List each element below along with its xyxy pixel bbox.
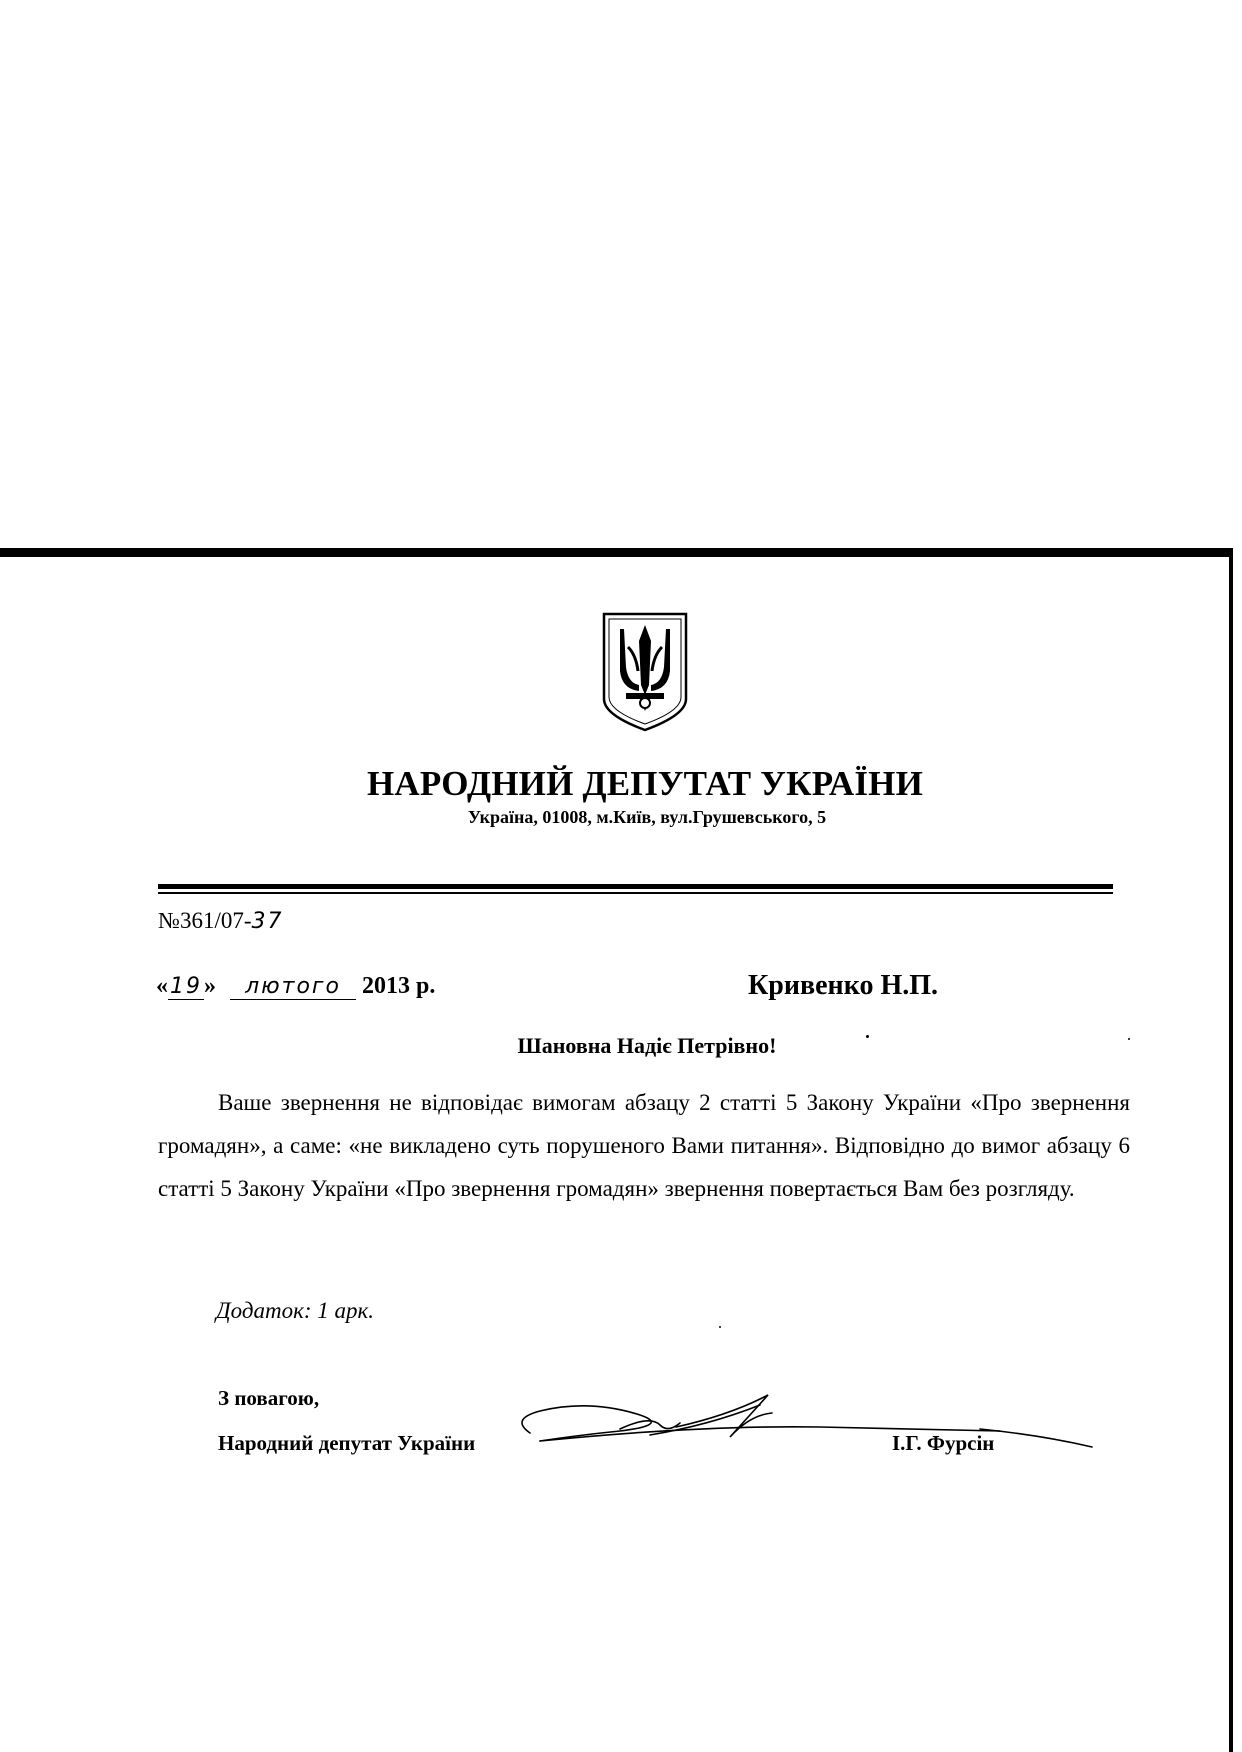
signer-name: І.Г. Фурсін [892, 1431, 995, 1455]
handwritten-signature-icon [500, 1385, 1100, 1465]
date-month: лютого [230, 975, 356, 1000]
scan-border-top [0, 548, 1230, 557]
letterhead-title: НАРОДНИЙ ДЕПУТАТ УКРАЇНИ [367, 764, 923, 803]
date-close-quote: » [204, 973, 216, 999]
reference-handwritten-number: 37 [251, 909, 284, 934]
scan-speck [866, 1035, 869, 1038]
letterhead-divider-thin [158, 892, 1113, 894]
reference-prefix: №361/07- [158, 908, 252, 933]
letterhead-divider-thick [158, 884, 1113, 889]
scan-border-right [1229, 548, 1233, 1752]
date-open-quote: « [156, 973, 168, 999]
signer-position: Народний депутат України [218, 1431, 476, 1455]
closing-phrase: З повагою, [218, 1386, 320, 1410]
date-day: 19 [170, 974, 202, 999]
salutation: Шановна Надіє Петрівно! [517, 1033, 777, 1058]
date-year: 2013 р. [362, 973, 436, 999]
attachment-note: Додаток: 1 арк. [216, 1298, 375, 1323]
scan-speck [719, 1326, 721, 1328]
letter-date [156, 973, 435, 1000]
recipient-name: Кривенко Н.П. [748, 970, 939, 1001]
letterhead-address: Україна, 01008, м.Київ, вул.Грушевського, 5 [467, 807, 827, 827]
outgoing-reference-number [158, 908, 284, 934]
trident-coat-of-arms-icon [600, 611, 690, 733]
letter-body-paragraph: Ваше звернення не відповідає вимогам абзацу 2 статті 5 Закону України «Про звернення громадян», а саме: «не викладено суть порушеного Вами питання». Відповідно до вимог абзацу 6 статті 5 Закону України «Про звернення громадян» звернення повертається Вам без розгляду. [158, 1090, 1130, 1201]
scan-speck [1128, 1038, 1130, 1040]
